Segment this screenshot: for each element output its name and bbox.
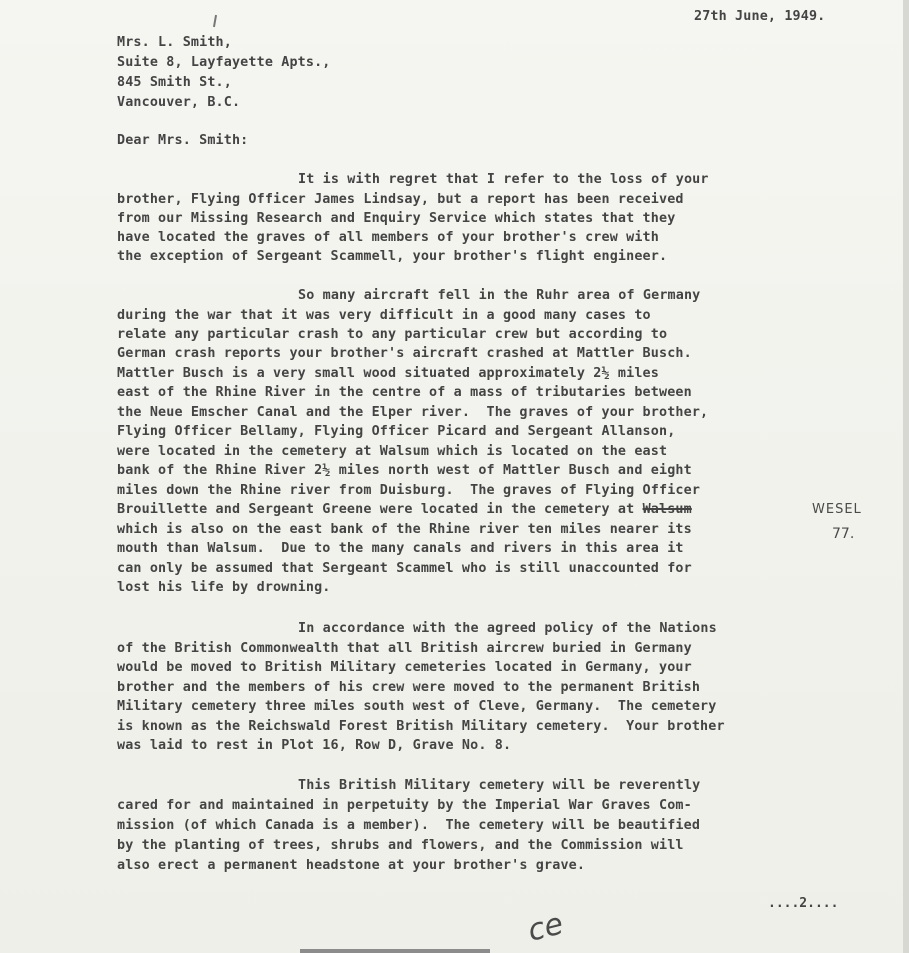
text-segment: Brouillette and Sergeant Greene were located in the cemetery at	[117, 502, 643, 517]
text-line: Military cemetery three miles south west of Cleve, Germany. The cemetery	[117, 699, 717, 714]
text-line: lost his life by drowning.	[117, 580, 331, 595]
letter-date: 27th June, 1949.	[694, 9, 826, 24]
page-continuation-marker: ....2....	[768, 896, 839, 911]
text-line: Mattler Busch is a very small wood situated approximately 2½ miles	[117, 366, 659, 381]
handwritten-correction: WESEL	[812, 502, 862, 517]
address-line: 845 Smith St.,	[117, 75, 232, 90]
margin-mark	[213, 15, 217, 27]
text-line: by the planting of trees, shrubs and flowers, and the Commission will	[117, 838, 684, 853]
address-line: Suite 8, Layfayette Apts.,	[117, 55, 331, 70]
text-line: also erect a permanent headstone at your brother's grave.	[117, 858, 586, 873]
text-line: of the British Commonwealth that all British aircrew buried in Germany	[117, 641, 692, 656]
salutation: Dear Mrs. Smith:	[117, 133, 249, 148]
text-line: So many aircraft fell in the Ruhr area of Germany	[298, 288, 701, 303]
text-line: during the war that it was very difficult in a good many cases to	[117, 308, 651, 323]
address-line: Mrs. L. Smith,	[117, 35, 232, 50]
text-line: This British Military cemetery will be reverently	[298, 778, 701, 793]
text-line: It is with regret that I refer to the loss of your	[298, 172, 709, 187]
text-line: which is also on the east bank of the Rhine river ten miles nearer its	[117, 522, 692, 537]
page-edge-shadow	[903, 0, 909, 953]
address-line: Vancouver, B.C.	[117, 95, 241, 110]
text-line: have located the graves of all members of your brother's crew with	[117, 230, 659, 245]
text-line: can only be assumed that Sergeant Scammel who is still unaccounted for	[117, 561, 692, 576]
text-line: the Neue Emscher Canal and the Elper river. The graves of your brother,	[117, 405, 709, 420]
text-line: brother and the members of his crew were moved to the permanent British	[117, 680, 701, 695]
text-line: brother, Flying Officer James Lindsay, but a report has been received	[117, 192, 684, 207]
text-line: bank of the Rhine River 2½ miles north west of Mattler Busch and eight	[117, 463, 692, 478]
text-line: miles down the Rhine river from Duisburg. The graves of Flying Officer	[117, 483, 701, 498]
struck-word: Walsum	[642, 502, 692, 517]
text-line: was laid to rest in Plot 16, Row D, Grave No. 8.	[117, 738, 512, 753]
text-line	[117, 502, 692, 517]
text-line: would be moved to British Military cemeteries located in Germany, your	[117, 660, 692, 675]
text-line: the exception of Sergeant Scammell, your brother's flight engineer.	[117, 249, 668, 264]
text-line: east of the Rhine River in the centre of a mass of tributaries between	[117, 385, 692, 400]
text-line: were located in the cemetery at Walsum which is located on the east	[117, 444, 668, 459]
text-line: mission (of which Canada is a member). The cemetery will be beautified	[117, 818, 701, 833]
text-line: from our Missing Research and Enquiry Service which states that they	[117, 211, 676, 226]
text-line: Flying Officer Bellamy, Flying Officer Picard and Sergeant Allanson,	[117, 424, 676, 439]
text-line: cared for and maintained in perpetuity by the Imperial War Graves Com-	[117, 798, 692, 813]
page-bottom-mark	[300, 949, 490, 953]
handwritten-initials: ce	[524, 906, 567, 949]
text-line: German crash reports your brother's aircraft crashed at Mattler Busch.	[117, 346, 692, 361]
text-line: is known as the Reichswald Forest British Military cemetery. Your brother	[117, 719, 725, 734]
text-line: mouth than Walsum. Due to the many canals and rivers in this area it	[117, 541, 684, 556]
text-line: relate any particular crash to any particular crew but according to	[117, 327, 668, 342]
text-line: In accordance with the agreed policy of the Nations	[298, 621, 717, 636]
handwritten-margin-number: 77.	[832, 526, 855, 542]
